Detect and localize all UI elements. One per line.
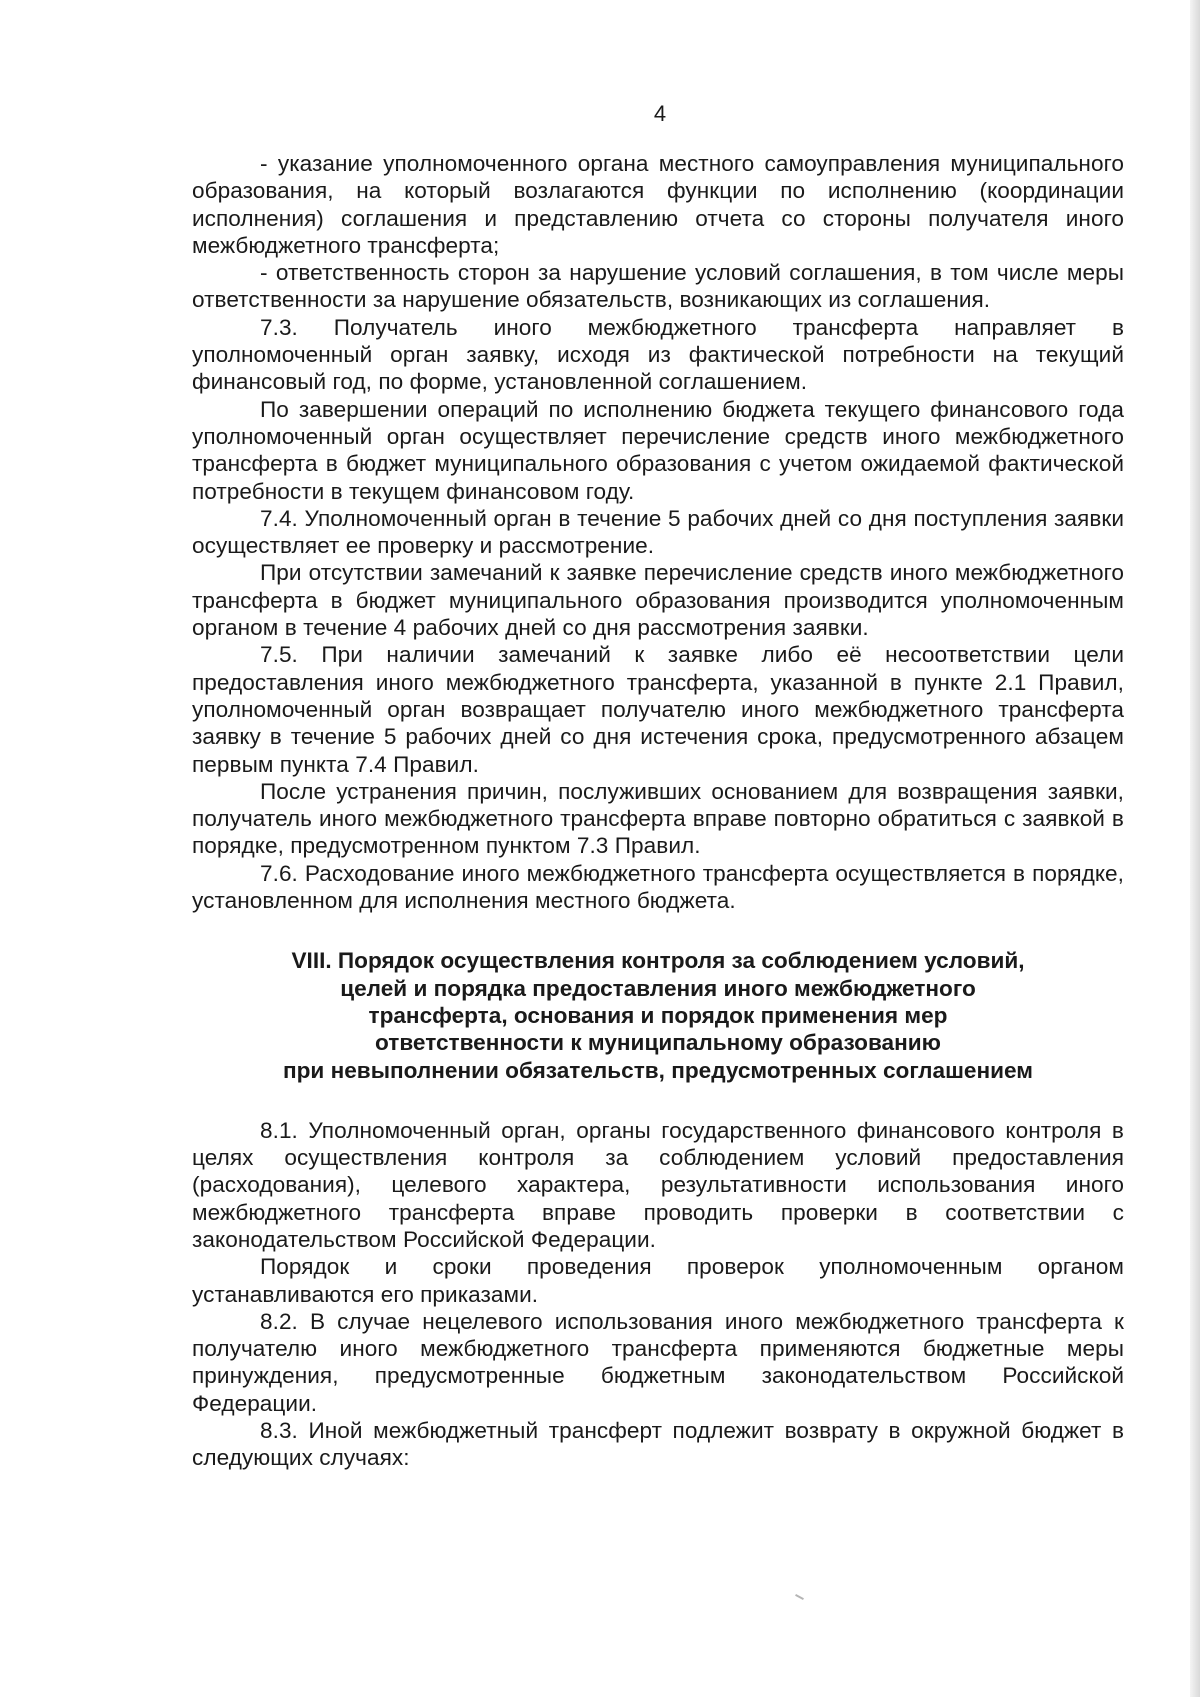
paragraph-8-1: 8.1. Уполномоченный орган, органы государственного финансового контроля в целях осуществления контроля за соблюдением условий предоставления (расходования), целевого характера, результативности использования иного межбюджетного трансферта вправе проводить проверки в соответствии с законодательством Российской Федерации. (192, 1117, 1124, 1252)
section-heading-line: VIII. Порядок осуществления контроля за соблюдением условий, (291, 948, 1025, 974)
section-heading-viii (192, 947, 1124, 1083)
page-edge-shadow (1190, 0, 1200, 1697)
paragraph-7-3: 7.3. Получатель иного межбюджетного трансферта направляет в уполномоченный орган заявку, исходя из фактической потребности на текущий финансовый год, по форме, установленной соглашением. (192, 314, 1124, 395)
paragraph-7-5-resubmission: После устранения причин, послуживших основанием для возвращения заявки, получатель иного межбюджетного трансферта вправе повторно обратиться с заявкой в порядке, предусмотренном пунктом 7.3 Правил. (192, 778, 1124, 859)
paragraph-8-2: 8.2. В случае нецелевого использования иного межбюджетного трансферта к получателю иного межбюджетного трансферта применяются бюджетные меры принуждения, предусмотренные бюджетным законодательством Российской Федерации. (192, 1308, 1124, 1416)
document-body (192, 150, 1124, 1472)
paragraph-7-4-no-remarks: При отсутствии замечаний к заявке перечисление средств иного межбюджетного трансферта в бюджет муниципального образования производится уполномоченным органом в течение 4 рабочих дней со дня рассмотрения заявки. (192, 560, 1124, 641)
scan-artifact-mark (795, 1594, 804, 1600)
section-heading-line: трансферта, основания и порядок применения мер (368, 1002, 948, 1028)
section-heading-line: целей и порядка предоставления иного межбюджетного (340, 975, 976, 1001)
paragraph-8-3: 8.3. Иной межбюджетный трансферт подлежит возврату в окружной бюджет в следующих случаях: (192, 1418, 1124, 1471)
section-heading-line: при невыполнении обязательств, предусмотренных соглашением (282, 1057, 1034, 1083)
paragraph-authorized-body-indication: - указание уполномоченного органа местного самоуправления муниципального образования, на который возлагаются функции по исполнению (координации исполнения) соглашения и представлению отчета со стороны получателя иного межбюджетного трансферта; (192, 151, 1124, 258)
paragraph-7-5: 7.5. При наличии замечаний к заявке либо её несоответствии цели предоставления иного межбюджетного трансферта, указанной в пункте 2.1 Правил, уполномоченный орган возвращает получателю иного межбюджетного трансферта заявку в течение 5 рабочих дней со дня истечения срока, предусмотренного абзацем первым пункта 7.4 Правил. (192, 642, 1124, 777)
section-heading-line: ответственности к муниципальному образованию (375, 1030, 941, 1056)
paragraph-7-6: 7.6. Расходование иного межбюджетного трансферта осуществляется в порядке, установленном для исполнения местного бюджета. (192, 860, 1124, 914)
paragraph-7-4: 7.4. Уполномоченный орган в течение 5 рабочих дней со дня поступления заявки осуществляет ее проверку и рассмотрение. (192, 505, 1124, 559)
page-number: 4 (653, 101, 667, 126)
paragraph-7-3-transfer-after-budget-operations: По завершении операций по исполнению бюджета текущего финансового года уполномоченный орган осуществляет перечисление средств иного межбюджетного трансферта в бюджет муниципального образования с учетом ожидаемой фактической потребности в текущем финансовом году. (192, 396, 1124, 504)
paragraph-liability-of-parties: - ответственность сторон за нарушение условий соглашения, в том числе меры ответственности за нарушение обязательств, возникающих из соглашения. (192, 260, 1124, 313)
paragraph-8-1-inspection-procedure: Порядок и сроки проведения проверок уполномоченным органом устанавливаются его приказами. (192, 1254, 1124, 1307)
